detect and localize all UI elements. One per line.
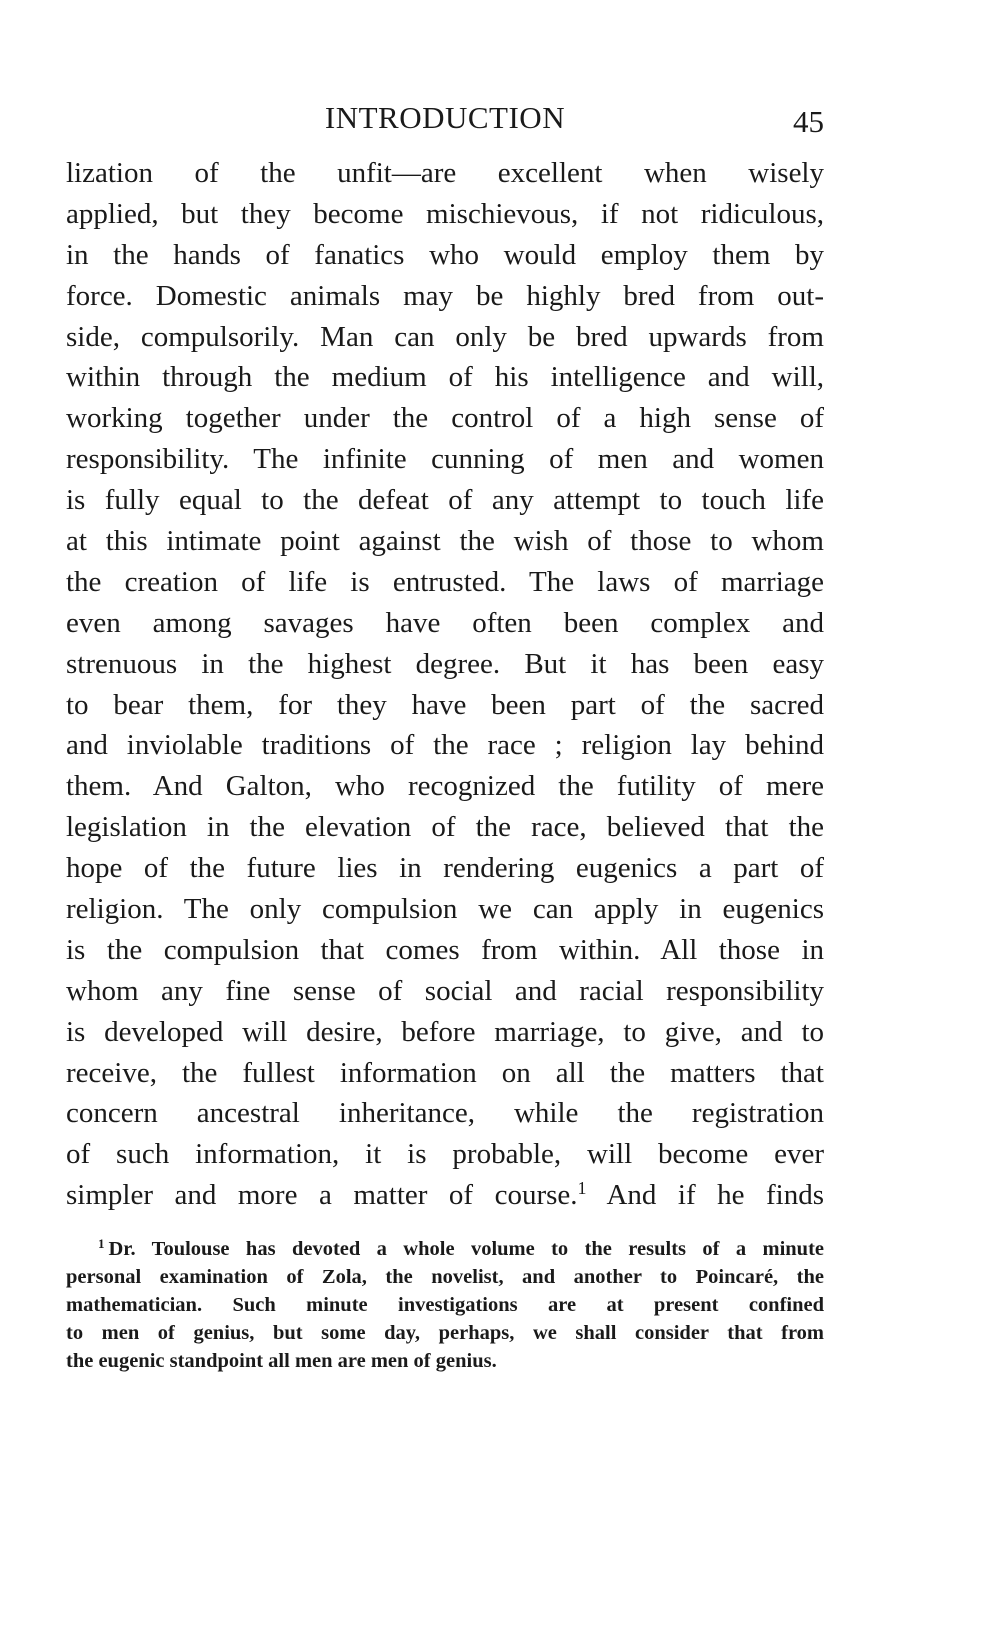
text-line: side, compulsorily. Man can only be bred upwards from [66,320,824,353]
footnote-line: mathematician. Such minute investigations are at present confined [66,1294,824,1316]
text-line: the creation of life is entrusted. The laws of marriage [66,565,824,598]
text-line: hope of the future lies in rendering eugenics a part of [66,852,824,885]
text-line: receive, the fullest information on all the matters that [66,1056,824,1089]
running-head [66,96,824,140]
text-line: in the hands of fanatics who would employ them by [66,238,824,271]
text-line: of such information, it is probable, will become ever [66,1138,824,1171]
text-line: even among savages have often been complex and [66,606,824,639]
text-line: responsibility. The infinite cunning of men and women [66,443,824,476]
text-line-last [66,1175,824,1216]
text-segment: simpler and more a matter of course. [66,1179,578,1212]
text-line: strenuous in the highest degree. But it has been easy [66,647,824,680]
footnote-text: Dr. Toulouse has devoted a whole volume to the results of a minute [108,1238,824,1260]
text-line: whom any fine sense of social and racial responsibility [66,974,824,1007]
running-title: INTRODUCTION [324,100,566,135]
text-segment: And if he finds [586,1179,824,1212]
footnote-line [66,1235,824,1263]
text-line: to bear them, for they have been part of the sacred [66,688,824,721]
text-line: force. Domestic animals may be highly bred from out- [66,279,824,312]
text-line: is fully equal to the defeat of any attempt to touch life [66,484,824,517]
text-line: legislation in the elevation of the race, believed that the [66,811,824,844]
body-text [66,153,824,1216]
text-line: within through the medium of his intelligence and will, [66,361,824,394]
text-line: them. And Galton, who recognized the futility of mere [66,770,824,803]
text-line: lization of the unfit—are excellent when wisely [66,157,824,189]
text-line: working together under the control of a high sense of [66,402,824,435]
page-number: 45 [793,104,824,139]
footnote-line: to men of genius, but some day, perhaps, we shall consider that from [66,1322,824,1344]
footnote-marker: 1 [98,1236,105,1251]
footnote-line: the eugenic standpoint all men are men of genius. [66,1350,497,1372]
footnote-reference: 1 [577,1178,587,1199]
footnote [66,1235,824,1375]
text-line: and inviolable traditions of the race ; religion lay behind [66,729,824,762]
text-line: concern ancestral inheritance, while the registration [66,1097,824,1130]
book-page [66,0,824,1646]
text-line: is developed will desire, before marriage, to give, and to [66,1015,824,1048]
footnote-line: personal examination of Zola, the novelist, and another to Poincaré, the [66,1266,824,1288]
text-line: religion. The only compulsion we can apply in eugenics [66,893,824,926]
text-line: is the compulsion that comes from within. All those in [66,933,824,966]
text-line: applied, but they become mischievous, if not ridiculous, [66,197,824,230]
text-line: at this intimate point against the wish of those to whom [66,525,824,558]
